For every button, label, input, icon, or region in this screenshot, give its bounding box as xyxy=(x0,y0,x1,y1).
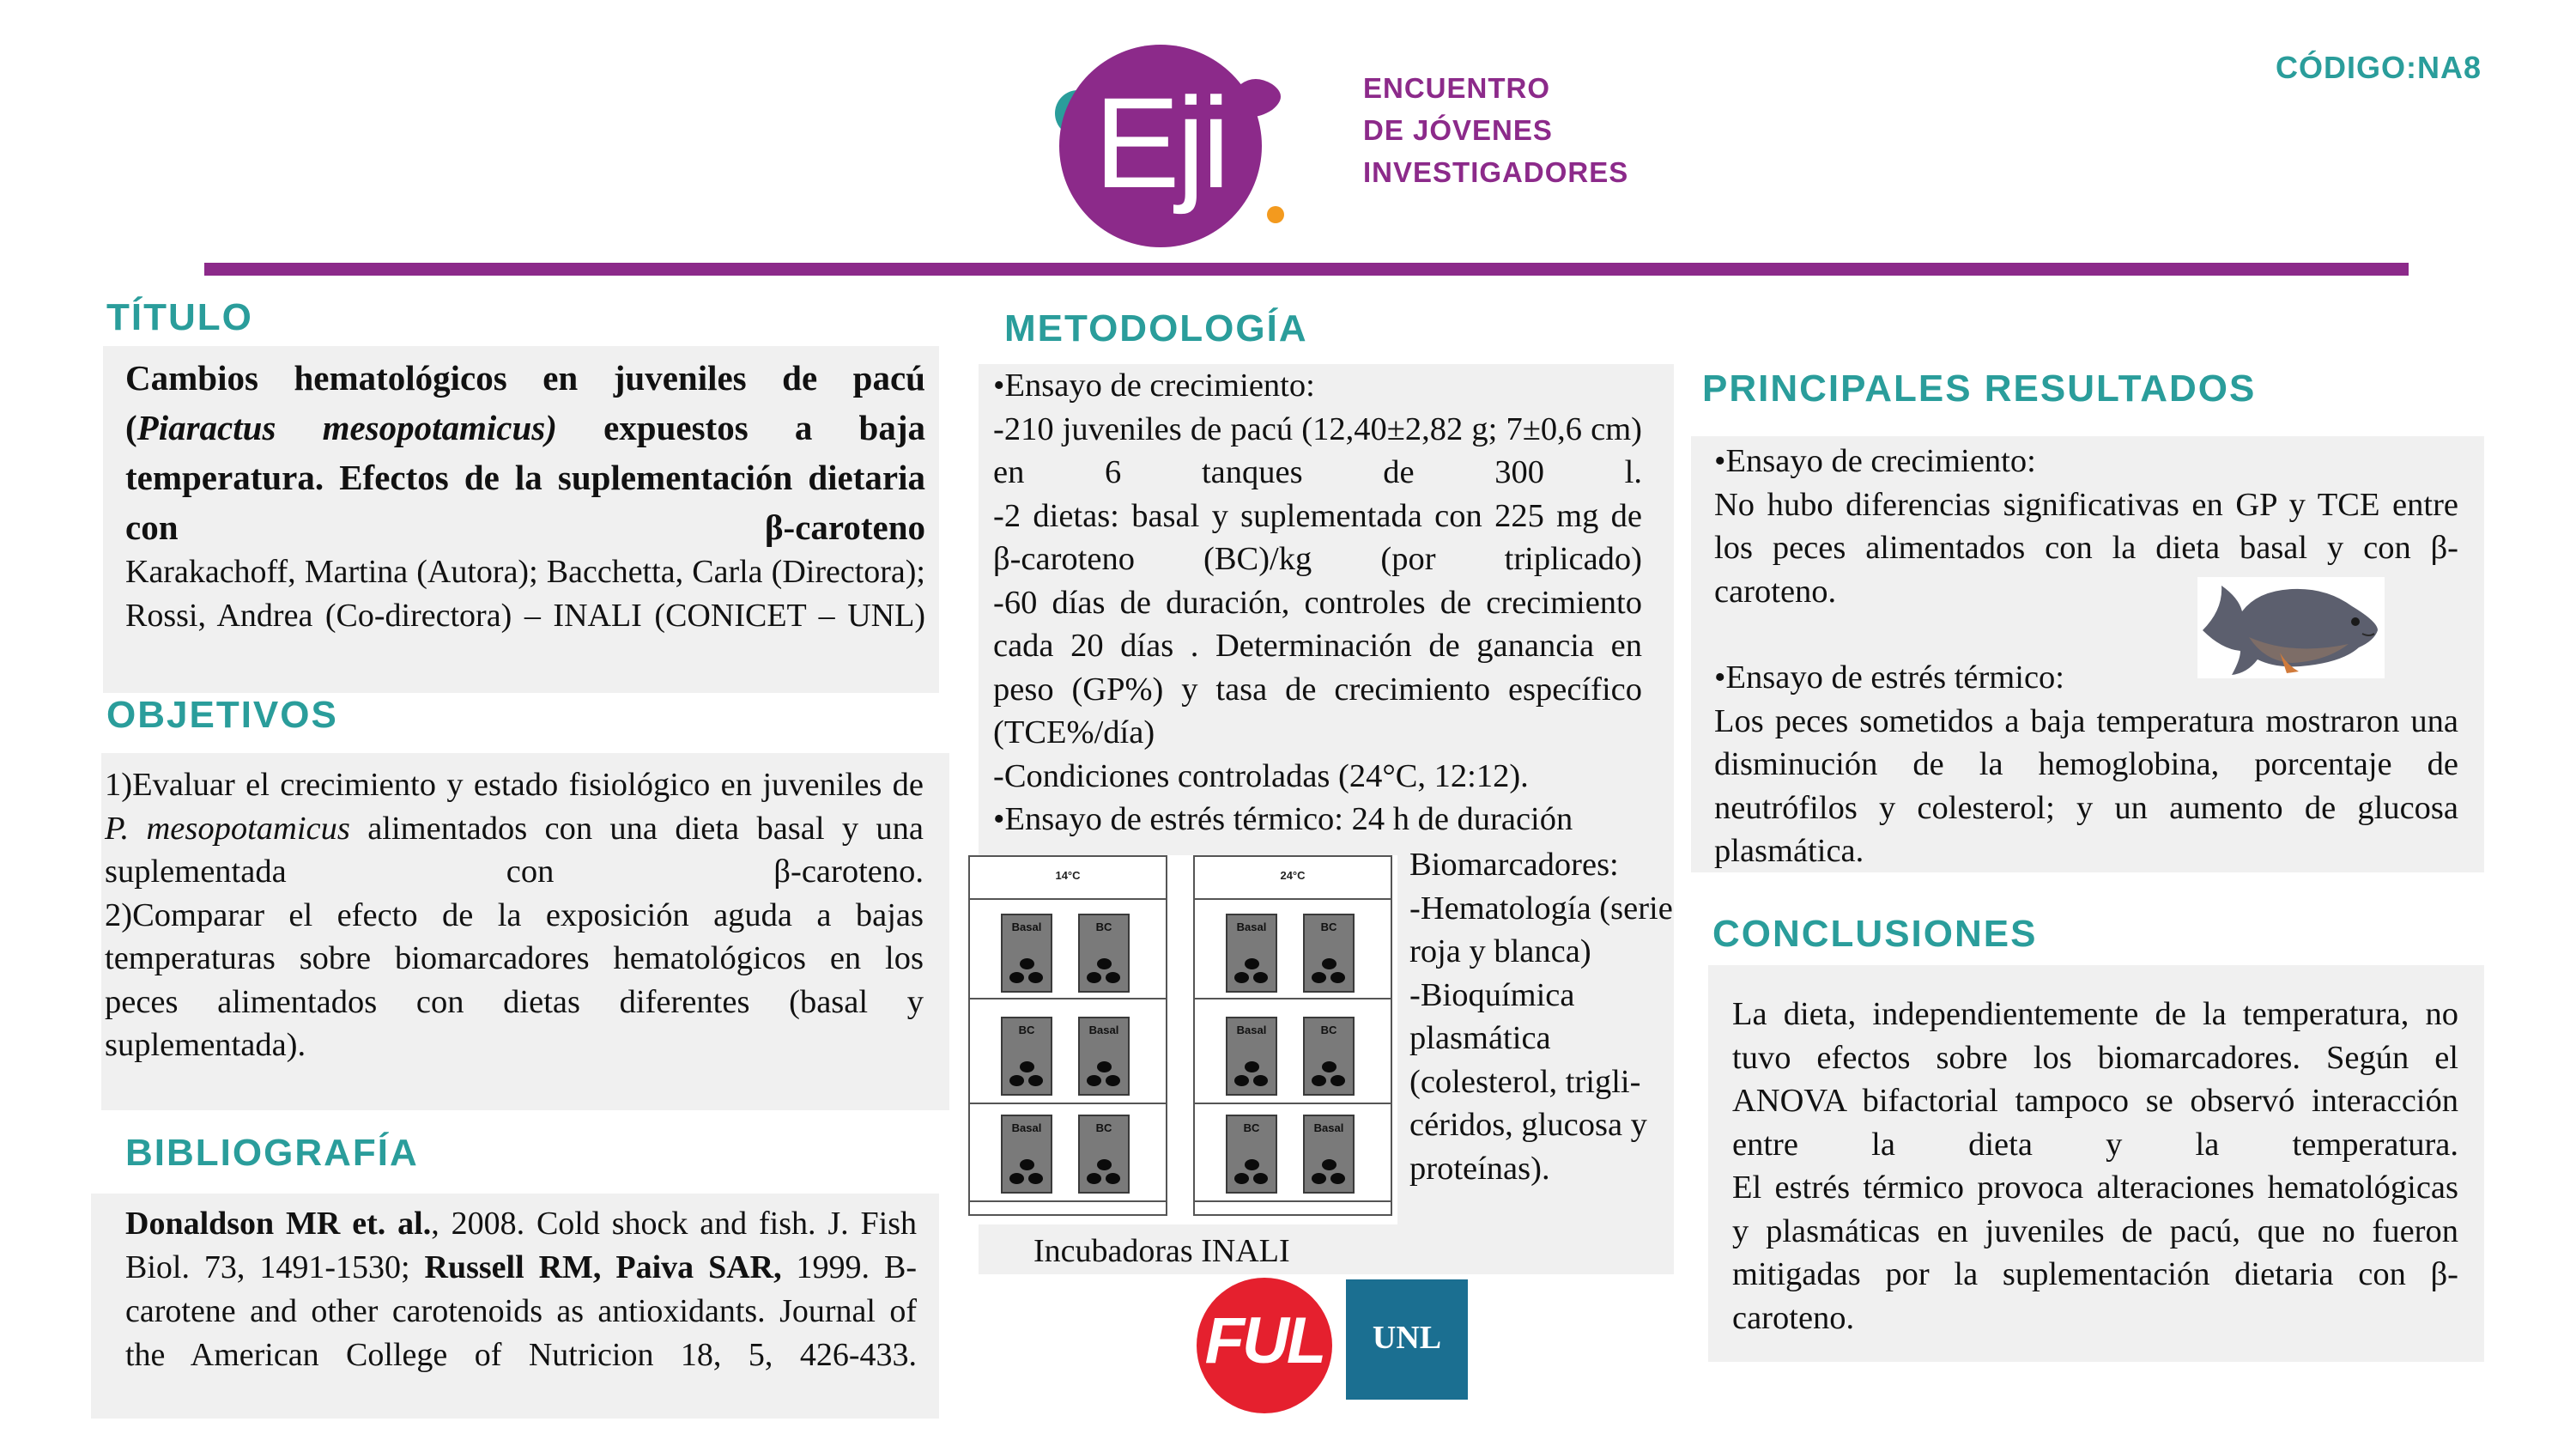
incubator-caption: Incubadoras INALI xyxy=(1033,1233,1290,1269)
fish-tank xyxy=(1226,914,1277,993)
poster-title xyxy=(125,353,925,552)
unl-logo-text: UNL xyxy=(1372,1320,1442,1356)
biomarcador-hematologia: -Hematología (serie roja y blanca) xyxy=(1409,890,1673,969)
resultados-estres-text: Los peces sometidos a baja temperatura mostraron una disminución de la hemoglobina, porcentaje de neutrófilos y colesterol; y un aumento de glucosa plasmática. xyxy=(1714,702,2458,869)
fish-dot-icon xyxy=(1106,972,1120,983)
fish-dot-icon xyxy=(1312,972,1326,983)
fish-dot-icon xyxy=(1097,958,1112,969)
incubator-shelf xyxy=(1195,998,1391,999)
titulo-panel xyxy=(103,346,939,693)
fish-icon xyxy=(2197,577,2385,678)
header-divider xyxy=(204,263,2409,276)
pacu-fish-image xyxy=(2197,577,2385,678)
objective-2: 2)Comparar el efecto de la exposición aguda a bajas temperaturas sobre biomarcadores hematológicos en los peces alimentados con dietas diferentes (basal y suplementada). xyxy=(105,896,924,1063)
fish-dot-icon xyxy=(1028,1173,1043,1184)
incubator-shelf xyxy=(1195,898,1391,900)
objective-1-a: 1)Evaluar el crecimiento y estado fisiológico en juveniles de xyxy=(105,767,924,803)
ful-logo xyxy=(1197,1278,1332,1413)
metodo-line-5: -Condiciones controladas (24°C, 12:12). xyxy=(993,757,1529,794)
fish-dot-icon xyxy=(1106,1173,1120,1184)
fish-tank xyxy=(1226,1115,1277,1194)
metodo-line-2: -210 juveniles de pacú (12,40±2,82 g; 7±0,6 cm) en 6 tanques de 300 l. xyxy=(993,410,1642,490)
title-part-2: expuestos a baja temperatura. Efectos de la suplementación dietaria con β-caroteno xyxy=(125,408,925,547)
tank-diet-label: BC xyxy=(1320,1024,1337,1036)
fish-dot-icon xyxy=(1009,1173,1024,1184)
tank-diet-label: BC xyxy=(1095,1121,1112,1134)
objetivos-heading: OBJETIVOS xyxy=(106,694,338,736)
tank-diet-label: Basal xyxy=(1011,1121,1042,1134)
objective-1-species: P. mesopotamicus xyxy=(105,810,350,847)
fish-tank xyxy=(1001,914,1052,993)
incubator-1 xyxy=(968,855,1167,1216)
fish-dot-icon xyxy=(1234,972,1249,983)
tank-diet-label: BC xyxy=(1095,920,1112,933)
logo-line-3: INVESTIGADORES xyxy=(1363,156,1629,188)
incubator-shelf xyxy=(1195,1200,1391,1202)
metodologia-text xyxy=(993,364,1642,841)
fish-dot-icon xyxy=(1330,1075,1345,1086)
tank-diet-label: BC xyxy=(1018,1024,1035,1036)
metodologia-heading: METODOLOGÍA xyxy=(1004,307,1308,349)
title-species: Piaractus mesopotamicus) xyxy=(136,408,557,447)
conclusiones-panel xyxy=(1708,965,2484,1362)
fish-dot-icon xyxy=(1253,1075,1268,1086)
incubator-shelf xyxy=(970,898,1166,900)
fish-dot-icon xyxy=(1020,1159,1034,1170)
resultados-crec-title: •Ensayo de crecimiento: xyxy=(1714,443,2036,479)
fish-dot-icon xyxy=(1106,1075,1120,1086)
fish-dot-icon xyxy=(1245,1061,1259,1072)
ref-2-text: 1999. B-carotene and other carotenoids as antioxidants. Journal of the American College of Nutricion 18, 5, 426-433. xyxy=(125,1249,917,1373)
tank-diet-label: BC xyxy=(1320,920,1337,933)
fish-dot-icon xyxy=(1330,972,1345,983)
incubator-shelf xyxy=(970,1103,1166,1104)
fish-dot-icon xyxy=(1322,1061,1336,1072)
conclusion-2: El estrés térmico provoca alteraciones hematológicas y plasmáticas en juveniles de pacú, que no fueron mitigadas por la suplementación dietaria con β-caroteno. xyxy=(1732,1170,2458,1336)
incubator-shelf xyxy=(970,1200,1166,1202)
bibliografia-heading: BIBLIOGRAFÍA xyxy=(125,1132,419,1174)
resultados-estres-title: •Ensayo de estrés térmico: xyxy=(1714,659,2064,696)
fish-dot-icon xyxy=(1312,1173,1326,1184)
conclusion-1: La dieta, independientemente de la temperatura, no tuvo efectos sobre los biomarcadores. Según el ANOVA bifactorial tampoco se observó interacción entre la dieta y la temperatura. xyxy=(1732,996,2458,1163)
objective-1-b: alimentados con una dieta basal y una suplementada con β-caroteno. xyxy=(105,810,924,890)
ref-2-author: Russell RM, Paiva SAR, xyxy=(424,1249,782,1285)
tank-diet-label: Basal xyxy=(1088,1024,1119,1036)
objective-1 xyxy=(105,763,924,894)
biomarcador-bioquimica: -Bioquímica plasmática (colesterol, trigli-céridos, glucosa y proteínas). xyxy=(1409,976,1647,1187)
fish-dot-icon xyxy=(1028,972,1043,983)
resultados-crec-text: No hubo diferencias significativas en GP y TCE entre los peces alimentados con la dieta basal y con β-caroteno. xyxy=(1714,486,2458,610)
fish-dot-icon xyxy=(1253,972,1268,983)
fish-tank xyxy=(1078,914,1130,993)
logo-mark-text: Eji xyxy=(1094,70,1227,215)
fish-dot-icon xyxy=(1097,1061,1112,1072)
fish-dot-icon xyxy=(1087,972,1101,983)
fish-dot-icon xyxy=(1097,1159,1112,1170)
tank-diet-label: Basal xyxy=(1236,1024,1267,1036)
logo-line-1: ENCUENTRO xyxy=(1363,72,1551,104)
fish-dot-icon xyxy=(1330,1173,1345,1184)
objetivos-panel xyxy=(101,753,949,1110)
fish-tank xyxy=(1001,1115,1052,1194)
incubator-temperature: 14°C xyxy=(1055,869,1081,882)
fish-dot-icon xyxy=(1234,1075,1249,1086)
incubator-2 xyxy=(1193,855,1392,1216)
metodo-line-6: •Ensayo de estrés térmico: 24 h de duración xyxy=(993,801,1573,837)
fish-tank xyxy=(1078,1017,1130,1096)
fish-dot-icon xyxy=(1322,958,1336,969)
event-logo xyxy=(1047,43,1648,258)
incubator-shelf xyxy=(970,998,1166,999)
logo-wordmark xyxy=(1363,67,1628,193)
fish-dot-icon xyxy=(1028,1075,1043,1086)
titulo-heading: TÍTULO xyxy=(106,296,253,338)
resultados-heading: PRINCIPALES RESULTADOS xyxy=(1702,368,2257,410)
bibliografia-panel xyxy=(91,1194,939,1419)
tank-diet-label: Basal xyxy=(1236,920,1267,933)
conclusiones-heading: CONCLUSIONES xyxy=(1712,913,2038,955)
fish-dot-icon xyxy=(1020,958,1034,969)
biomarcadores-list xyxy=(1409,843,1674,1190)
fish-dot-icon xyxy=(1087,1173,1101,1184)
fish-dot-icon xyxy=(1253,1173,1268,1184)
fish-tank xyxy=(1078,1115,1130,1194)
incubator-shelf xyxy=(1195,1103,1391,1104)
fish-dot-icon xyxy=(1234,1173,1249,1184)
poster-authors: Karakachoff, Martina (Autora); Bacchetta, Carla (Directora); Rossi, Andrea (Co-directora) – INALI (CONICET – UNL) xyxy=(125,554,925,634)
fish-dot-icon xyxy=(1009,1075,1024,1086)
fish-dot-icon xyxy=(1312,1075,1326,1086)
logo-line-2: DE JÓVENES xyxy=(1363,114,1553,146)
eji-logo-mark xyxy=(1047,43,1373,258)
ref-1-author: Donaldson MR et. al. xyxy=(125,1206,432,1242)
metodo-line-4: -60 días de duración, controles de crecimiento cada 20 días . Determinación de ganancia en peso (GP%) y tasa de crecimiento específico (TCE%/día) xyxy=(993,584,1642,750)
tank-diet-label: BC xyxy=(1243,1121,1260,1134)
metodo-line-3: -2 dietas: basal y suplementada con 225 mg de β-caroteno (BC)/kg (por triplicado) xyxy=(993,497,1642,577)
metodo-line-1: •Ensayo de crecimiento: xyxy=(993,368,1315,404)
biomarcadores-title: Biomarcadores: xyxy=(1409,847,1619,883)
fish-dot-icon xyxy=(1245,958,1259,969)
ref-1-text: , 2008. Cold shock and fish. J. Fish Biol. 73, 1491-1530; xyxy=(125,1206,917,1285)
fish-dot-icon xyxy=(1322,1159,1336,1170)
tank-diet-label: Basal xyxy=(1313,1121,1344,1134)
incubator-diagram xyxy=(968,855,1397,1224)
fish-dot-icon xyxy=(1020,1061,1034,1072)
fish-tank xyxy=(1303,914,1355,993)
fish-tank xyxy=(1303,1115,1355,1194)
tank-diet-label: Basal xyxy=(1011,920,1042,933)
unl-logo xyxy=(1346,1279,1468,1400)
fish-tank xyxy=(1001,1017,1052,1096)
poster-code: CÓDIGO:NA8 xyxy=(2275,50,2482,85)
fish-dot-icon xyxy=(1245,1159,1259,1170)
fish-dot-icon xyxy=(1087,1075,1101,1086)
incubator-temperature: 24°C xyxy=(1280,869,1306,882)
fish-tank xyxy=(1226,1017,1277,1096)
bibliography-text xyxy=(125,1202,917,1377)
title-part-1: Cambios hematológicos en juveniles de pacú ( xyxy=(125,358,925,447)
fish-dot-icon xyxy=(1009,972,1024,983)
ful-logo-text: FUL xyxy=(1204,1304,1324,1377)
fish-tank xyxy=(1303,1017,1355,1096)
